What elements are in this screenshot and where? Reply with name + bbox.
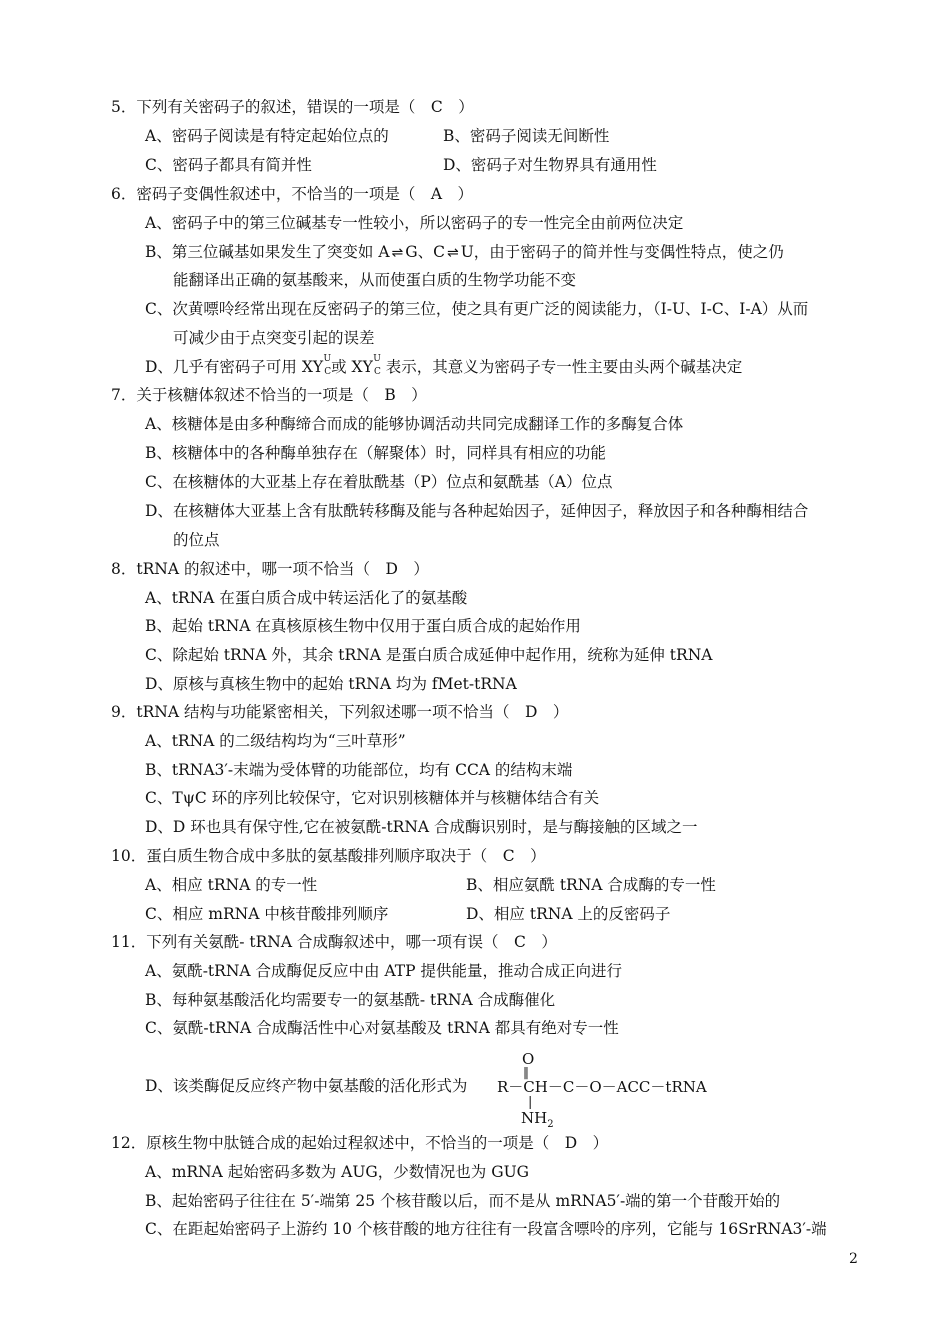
q6-option-a: A、密码子中的第三位碱基专一性较小，所以密码子的专一性完全由前两位决定 bbox=[145, 214, 684, 232]
xy1-subscript: C bbox=[324, 367, 332, 377]
q11-option-a: A、氨酰-tRNA 合成酶促反应中由 ATP 提供能量，推动合成正向进行 bbox=[145, 962, 622, 980]
formula-nh-subscript: 2 bbox=[547, 1119, 554, 1130]
q6-d-text-2: 或 XY bbox=[331, 358, 373, 376]
q6-option-d bbox=[145, 354, 743, 377]
q7-option-b: B、核糖体中的各种酶单独存在（解聚体）时，同样具有相应的功能 bbox=[145, 444, 606, 462]
q7-option-a: A、核糖体是由多种酶缔合而成的能够协调活动共同完成翻译工作的多酶复合体 bbox=[145, 415, 684, 433]
formula-oxygen: O bbox=[522, 1050, 535, 1068]
q6-b-text-3: U，由于密码子的简并性与变偶性特点，使之仍 bbox=[460, 243, 784, 261]
q5-option-d: D、密码子对生物界具有通用性 bbox=[443, 156, 657, 174]
q8-option-d: D、原核与真核生物中的起始 tRNA 均为 fMet-tRNA bbox=[145, 675, 517, 693]
xy2-subscript: C bbox=[373, 367, 381, 377]
q6-option-b-line2: 能翻译出正确的氨基酸来，从而使蛋白质的生物学功能不变 bbox=[173, 271, 577, 289]
q12-stem: 12．原核生物中肽链合成的起始过程叙述中，不恰当的一项是（ D ） bbox=[111, 1134, 609, 1152]
q8-option-b: B、起始 tRNA 在真核原核生物中仅用于蛋白质合成的起始作用 bbox=[145, 617, 581, 635]
q9-option-a: A、tRNA 的二级结构均为“三叶草形” bbox=[145, 732, 406, 750]
xy-notation-2 bbox=[331, 354, 381, 377]
q11-option-d: D、该类酶促反应终产物中氨基酸的活化形式为 bbox=[145, 1077, 468, 1095]
q9-option-c: C、TψC 环的序列比较保守，它对识别核糖体并与核糖体结合有关 bbox=[145, 789, 600, 807]
q10-option-a: A、相应 tRNA 的专一性 bbox=[145, 876, 318, 894]
q7-option-c: C、在核糖体的大亚基上存在着肽酰基（P）位点和氨酰基（A）位点 bbox=[145, 473, 613, 491]
formula-single-bond: | bbox=[528, 1095, 533, 1110]
q5-option-b: B、密码子阅读无间断性 bbox=[443, 127, 610, 145]
q8-option-c: C、除起始 tRNA 外，其余 tRNA 是蛋白质合成延伸中起作用，统称为延伸 tRNA bbox=[145, 646, 713, 664]
formula-amino-group bbox=[521, 1109, 554, 1130]
q5-stem: 5．下列有关密码子的叙述，错误的一项是（ C ） bbox=[111, 98, 474, 116]
q9-option-b: B、tRNA3′-末端为受体臂的功能部位，均有 CCA 的结构末端 bbox=[145, 761, 573, 779]
xy-notation-1 bbox=[145, 354, 332, 377]
q8-stem: 8．tRNA 的叙述中，哪一项不恰当（ D ） bbox=[111, 560, 429, 578]
equilibrium-arrow-icon: ⇌ bbox=[447, 245, 459, 261]
q6-d-text-3: 表示，其意义为密码子专一性主要由头两个碱基决定 bbox=[380, 358, 743, 376]
xy2-superscript: U bbox=[373, 354, 381, 364]
q11-option-b: B、每种氨基酸活化均需要专一的氨基酰- tRNA 合成酶催化 bbox=[145, 991, 556, 1009]
q7-option-d-line1: D、在核糖体大亚基上含有肽酰转移酶及能与各种起始因子，延伸因子，释放因子和各种酶相结合 bbox=[145, 502, 809, 520]
q6-option-c-line1: C、次黄嘌呤经常出现在反密码子的第三位，使之具有更广泛的阅读能力，（I-U、I-C、I-A）从而 bbox=[145, 300, 809, 318]
page-number: 2 bbox=[849, 1251, 858, 1267]
amino-acid-activation-formula bbox=[497, 1051, 727, 1131]
q7-option-d-line2: 的位点 bbox=[173, 531, 220, 549]
xy1-superscript: U bbox=[323, 354, 332, 364]
q12-option-b: B、起始密码子往往在 5′-端第 25 个核苷酸以后，而不是从 mRNA5′-端的第一个苷酸开始的 bbox=[145, 1192, 781, 1210]
q5-option-c: C、密码子都具有简并性 bbox=[145, 156, 312, 174]
q10-option-b: B、相应氨酰 tRNA 合成酶的专一性 bbox=[466, 876, 716, 894]
equilibrium-arrow-icon: ⇌ bbox=[391, 245, 404, 261]
q10-option-c: C、相应 mRNA 中核苷酸排列顺序 bbox=[145, 905, 389, 923]
q6-b-text-2: G、C bbox=[405, 243, 445, 261]
formula-main-chain: R－CH－C－O－ACC－tRNA bbox=[497, 1078, 707, 1096]
q6-stem: 6．密码子变偶性叙述中，不恰当的一项是（ A ） bbox=[111, 185, 474, 203]
q9-option-d: D、D 环也具有保守性,它在被氨酰-tRNA 合成酶识别时，是与酶接触的区域之一 bbox=[145, 818, 698, 836]
formula-nh: NH bbox=[521, 1109, 548, 1127]
q6-b-text-1: B、第三位碱基如果发生了突变如 A bbox=[145, 243, 390, 261]
q5-option-a: A、密码子阅读是有特定起始位点的 bbox=[145, 127, 389, 145]
q6-option-c-line2: 可减少由于点突变引起的误差 bbox=[173, 329, 375, 347]
q10-option-d: D、相应 tRNA 上的反密码子 bbox=[466, 905, 671, 923]
q11-stem: 11．下列有关氨酰- tRNA 合成酶叙述中，哪一项有误（ C ） bbox=[111, 933, 557, 951]
formula-double-bond: ‖ bbox=[523, 1065, 529, 1079]
q11-option-c: C、氨酰-tRNA 合成酶活性中心对氨基酸及 tRNA 都具有绝对专一性 bbox=[145, 1019, 619, 1037]
q6-option-b-line1 bbox=[145, 242, 784, 263]
q8-option-a: A、tRNA 在蛋白质合成中转运活化了的氨基酸 bbox=[145, 589, 468, 607]
q7-stem: 7．关于核糖体叙述不恰当的一项是（ B ） bbox=[111, 386, 427, 404]
q12-option-a: A、mRNA 起始密码多数为 AUG，少数情况也为 GUG bbox=[145, 1163, 530, 1181]
q9-stem: 9．tRNA 结构与功能紧密相关，下列叙述哪一项不恰当（ D ） bbox=[111, 703, 569, 721]
q12-option-c: C、在距起始密码子上游约 10 个核苷酸的地方往往有一段富含嘌呤的序列，它能与 16SrRNA3′-端 bbox=[145, 1220, 827, 1238]
q6-d-text-1: D、几乎有密码子可用 XY bbox=[145, 358, 324, 376]
q10-stem: 10．蛋白质生物合成中多肽的氨基酸排列顺序取决于（ C ） bbox=[111, 847, 546, 865]
